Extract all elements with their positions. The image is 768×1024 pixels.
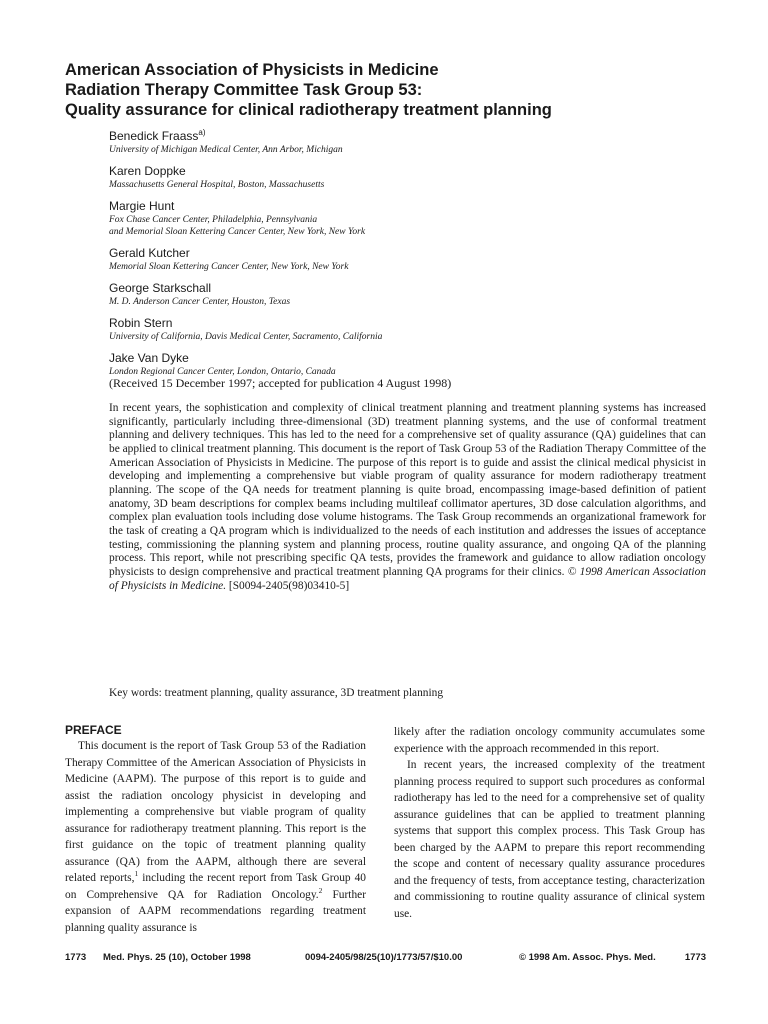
page-footer bbox=[65, 950, 706, 966]
author-entry bbox=[109, 351, 729, 378]
author-affiliation: M. D. Anderson Cancer Center, Houston, Texas bbox=[109, 297, 291, 307]
footer-page-number: 1773 bbox=[684, 952, 706, 963]
author-entry bbox=[109, 316, 729, 343]
author-affiliation: Memorial Sloan Kettering Cancer Center, New York, New York bbox=[109, 262, 349, 272]
received-dates: (Received 15 December 1997; accepted for publication 4 August 1998) bbox=[109, 376, 452, 390]
keywords: Key words: treatment planning, quality assurance, 3D treatment planning bbox=[109, 687, 444, 699]
author-name: Margie Hunt bbox=[109, 199, 175, 213]
author-name: Benedick Fraass$^{a)}$ bbox=[109, 128, 206, 143]
author-list bbox=[109, 125, 729, 386]
footer-code: 0094-2405/98/25(10)/1773/57/$10.00 bbox=[305, 952, 463, 963]
abstract-body: In recent years, the sophistication and complexity of clinical treatment planning and treatment planning systems has increased significantly, particularly including three-dimensional (3D) treatment planning systems, and the use of conformal treatment planning and delivery techniques. This has led to the need for a comprehensive set of quality assurance (QA) guidelines that can be applied to clinical treatment planning. This document is the report of Task Group 53 of the Radiation Therapy Committee of the American Association of Physicists in Medicine. The purpose of this report is to guide and assist the clinical medical physicist in developing and implementing a comprehensive but viable program of quality assurance for modern radiotherapy treatment planning. The scope of the QA needs for treatment planning is quite broad, encompassing image-based definition of patient anatomy, 3D beam descriptions for complex beams including multileaf collimator apertures, 3D dose calculation algorithms, and complex plan evaluation tools including dose volume histograms. The Task Group recommends an organizational framework for the task of creating a QA program which is individualized to the needs of each institution and addresses the issues of acceptance testing, commissioning the planning system and planning process, routine quality assurance, and ongoing QA of the planning process. This report, while not prescribing specific QA tests, provides the framework and guidance to allow radiation oncology physicists to design comprehensive and practical treatment planning QA programs for their clinics. bbox=[109, 402, 706, 578]
author-footnote-mark: a) bbox=[198, 128, 206, 137]
author-affiliation: Fox Chase Cancer Center, Philadelphia, Pennsylvania bbox=[109, 215, 318, 225]
section-heading: PREFACE bbox=[65, 723, 122, 737]
author-affiliation: and Memorial Sloan Kettering Cancer Center, New York, New York bbox=[109, 227, 366, 237]
article-title bbox=[65, 60, 725, 120]
author-name: Jake Van Dyke bbox=[109, 351, 189, 365]
footer-copyright: © 1998 Am. Assoc. Phys. Med. bbox=[519, 952, 656, 963]
author-affiliation: Massachusetts General Hospital, Boston, Massachusetts bbox=[109, 180, 325, 190]
author-entry bbox=[109, 246, 729, 273]
author-entry bbox=[109, 281, 729, 308]
author-affiliation: London Regional Cancer Center, London, Ontario, Canada bbox=[109, 367, 336, 377]
author-affiliation: University of California, Davis Medical Center, Sacramento, California bbox=[109, 332, 383, 342]
title-line: Quality assurance for clinical radiotherapy treatment planning bbox=[65, 101, 552, 119]
preface-paragraph: In recent years, the increased complexity of the treatment planning process required to support such procedures as conformal radiotherapy has led to the need for a comprehensive set of quality assurance guidelines that can be applied to treatment planning systems that support this complex process. This Task Group has been charged by the AAPM to prepare this report recommending the scope and content of necessary quality assurance procedures and the frequency of tests, from acceptance testing, characterization and commissioning to routine quality assurance of clinical system use. bbox=[394, 759, 705, 920]
author-name: George Starkschall bbox=[109, 281, 212, 295]
author-entry bbox=[109, 164, 729, 191]
preface-paragraph: This document is the report of Task Group 53 of the Radiation Therapy Committee of the American Association of Physicists in Medicine (AAPM). The purpose of this report is to guide and assist the radiation oncology physicist in developing and implementing a comprehensive but viable program of quality assurance for radiotherapy treatment planning. This report is the first guidance on the topic of treatment planning quality assurance (QA) from the AAPM, although there are several related reports,$^1$ including the recent report from Task Group 40 on Comprehensive QA for Radiation Oncology.$^2$ Further expansion of AAPM recommendations regarding treatment planning quality assurance is bbox=[65, 740, 366, 934]
author-affiliation: University of Michigan Medical Center, Ann Arbor, Michigan bbox=[109, 145, 343, 155]
preface-paragraph: likely after the radiation oncology community accumulates some experience with the approach recommended in this report. bbox=[394, 726, 705, 755]
footer-page-number: 1773 bbox=[65, 952, 87, 963]
author-name: Karen Doppke bbox=[109, 164, 186, 178]
author-entry bbox=[109, 199, 729, 238]
title-line: American Association of Physicists in Medicine bbox=[65, 61, 439, 79]
footer-journal: Med. Phys. 25 (10), October 1998 bbox=[103, 952, 251, 963]
author-name: Gerald Kutcher bbox=[109, 246, 190, 260]
title-line: Radiation Therapy Committee Task Group 53: bbox=[65, 81, 423, 99]
preface-right-column bbox=[394, 724, 705, 922]
reference-marker[interactable]: 2 bbox=[318, 885, 323, 895]
author-name: Robin Stern bbox=[109, 316, 173, 330]
author-entry bbox=[109, 125, 729, 156]
abstract-doi: [S0094-2405(98)03410-5] bbox=[228, 579, 350, 592]
preface-left-column bbox=[65, 722, 366, 936]
abstract-copyright: © 1998 American Association of Physicists in Medicine. bbox=[109, 565, 706, 592]
reference-marker[interactable]: 1 bbox=[134, 869, 139, 879]
abstract bbox=[109, 402, 706, 593]
